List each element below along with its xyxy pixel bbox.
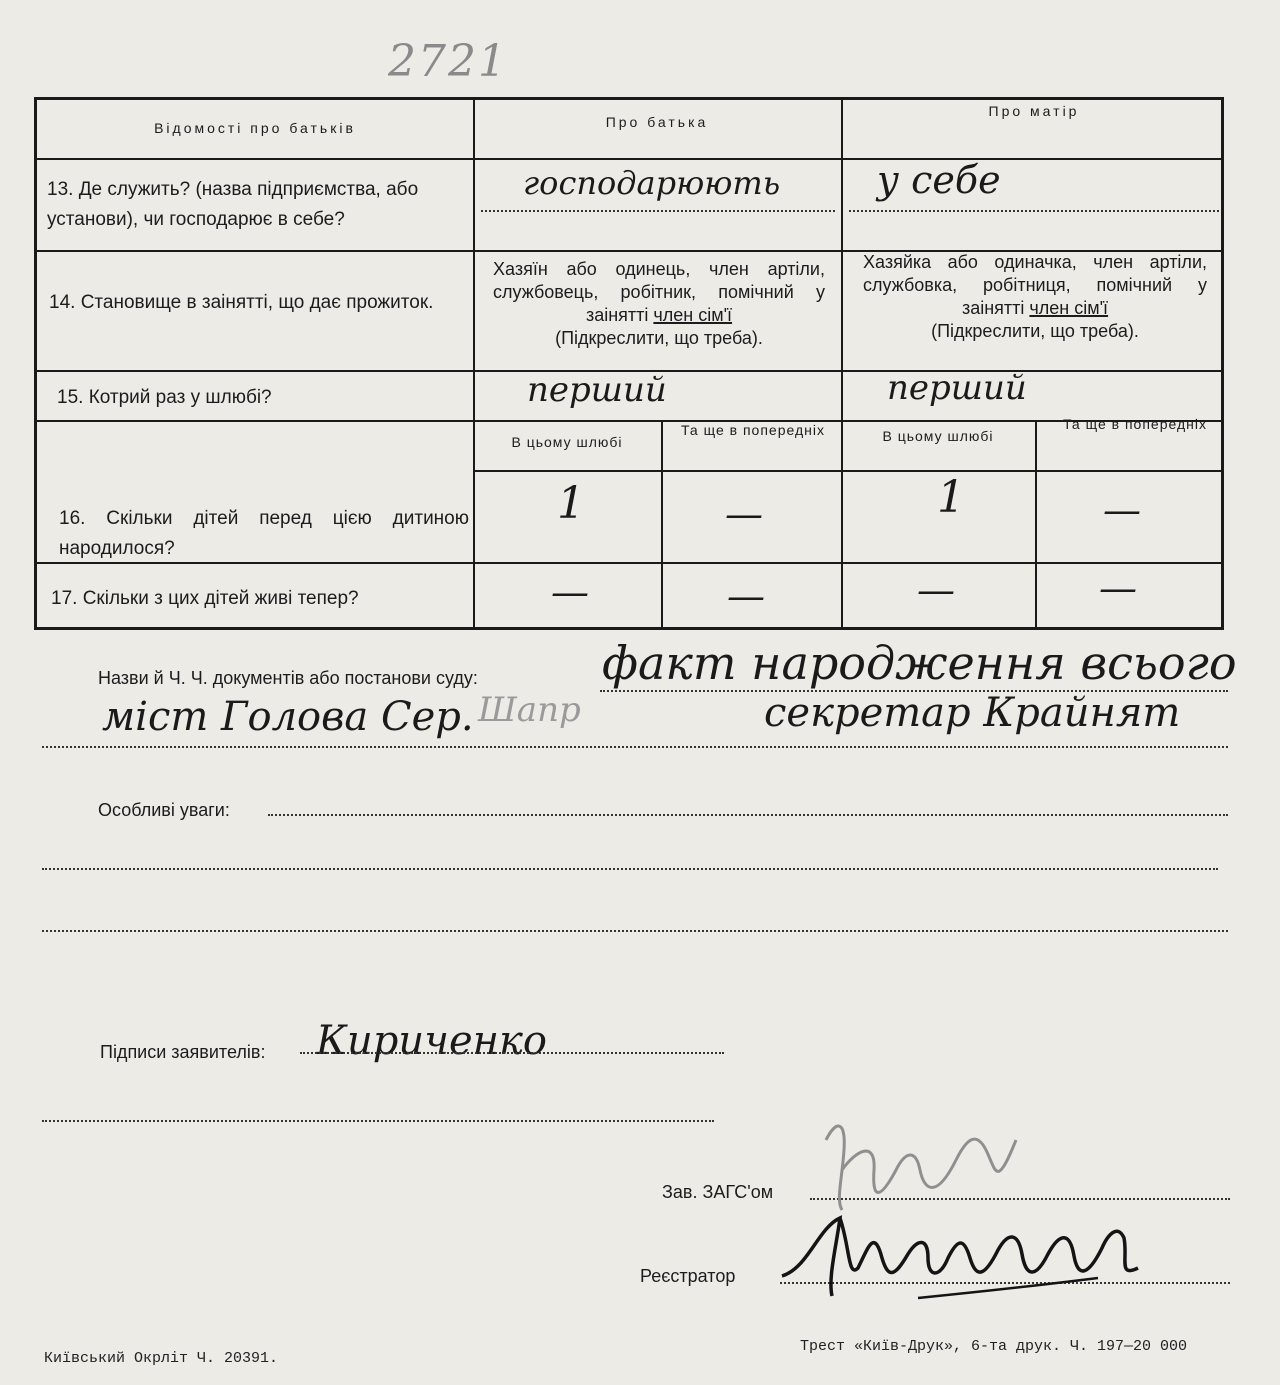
dotted-line: [42, 868, 1218, 870]
dotted-line: [42, 1120, 714, 1122]
answer-17-father-prev: —: [727, 574, 765, 618]
options-14-father: [493, 258, 825, 350]
dotted-line: [600, 690, 1228, 692]
head-registry-label: Зав. ЗАГС'ом: [662, 1182, 774, 1202]
answer-17-mother-this: —: [917, 568, 955, 612]
answer-16-father-this: 1: [557, 478, 585, 529]
registrar-signature: [778, 1198, 1158, 1318]
options-14-father-text: Хазяїн або одинець, член артіли, службовець, робітник, помічний у заінятті: [493, 259, 825, 325]
options-14-father-selected: член сім'ї: [653, 305, 733, 325]
options-14-father-note: (Підкреслити, що треба).: [555, 328, 763, 348]
table-divider: [841, 100, 843, 627]
subheader-this-marriage-mother: В цьому шлюбі: [882, 428, 994, 444]
subheader-previous-father: Та ще в попередніх: [681, 422, 825, 438]
table-divider: [473, 100, 475, 627]
answer-17-father-this: —: [551, 570, 589, 614]
table-row-divider: [473, 470, 1221, 472]
applicants-signature: Кириченко: [316, 1018, 547, 1064]
documents-handwritten-line2b: секретар Крайнят: [764, 690, 1181, 736]
answer-13-mother: у себе: [877, 158, 1001, 202]
answer-15-father: перший: [527, 370, 667, 410]
answer-16-mother-prev: —: [1103, 488, 1141, 532]
question-14: 14. Становище в заінятті, що дає прожиток.: [49, 292, 434, 313]
question-17: 17. Скільки з цих дітей живі тепер?: [51, 588, 359, 609]
subheader-previous-mother: Та ще в попередніх: [1063, 416, 1207, 432]
documents-label: Назви й Ч. Ч. документів або постанови суду:: [98, 668, 478, 688]
answer-15-mother: перший: [887, 368, 1027, 408]
options-14-mother-text: Хазяйка або одиначка, член артіли, службовка, робітниця, помічний у заінятті: [863, 252, 1207, 318]
documents-handwritten-line1: факт народження всього: [602, 636, 1237, 690]
table-divider: [661, 420, 663, 627]
applicants-label: Підписи заявителів:: [100, 1042, 266, 1062]
options-14-mother-note: (Підкреслити, що треба).: [931, 321, 1139, 341]
subheader-this-marriage-father: В цьому шлюбі: [511, 434, 623, 450]
registrar-label: Реєстратор: [640, 1266, 736, 1286]
answer-13-father: господарюють: [523, 164, 781, 202]
dotted-line: [42, 746, 1228, 748]
faint-signature: Шапр: [478, 690, 581, 730]
archive-number: 2721: [388, 36, 508, 87]
table-divider: [1035, 420, 1037, 627]
answer-16-father-prev: —: [725, 492, 763, 536]
question-13: 13. Де служить? (назва підприємства, або установи), чи господарює в себе?: [47, 179, 419, 230]
dotted-line: [268, 814, 1228, 816]
dotted-line: [300, 1052, 724, 1054]
footer-printer-right: Трест «Київ-Друк», 6-та друк. Ч. 197—20 000: [800, 1338, 1188, 1355]
question-16: 16. Скільки дітей перед цією дитиною народилося?: [59, 508, 469, 559]
header-parents-info: Відомості про батьків: [154, 120, 356, 136]
question-15: 15. Котрий раз у шлюбі?: [57, 387, 272, 408]
header-father: Про батька: [605, 114, 709, 130]
footer-printer-left: Київський Окрліт Ч. 20391.: [44, 1350, 279, 1367]
dotted-line: [42, 930, 1228, 932]
parents-info-table: [34, 97, 1224, 630]
header-mother: Про матір: [988, 103, 1080, 119]
answer-17-mother-prev: —: [1099, 566, 1137, 610]
options-14-mother: [863, 251, 1207, 343]
table-row-divider: [37, 420, 1221, 422]
answer-16-mother-this: 1: [937, 472, 965, 523]
dotted-line: [849, 210, 1219, 212]
remarks-label: Особливі уваги:: [98, 800, 230, 820]
table-row-divider: [37, 158, 1221, 160]
options-14-mother-selected: член сім'ї: [1029, 298, 1109, 318]
documents-handwritten-line2a: міст Голова Сер.: [102, 694, 474, 740]
dotted-line: [481, 210, 835, 212]
